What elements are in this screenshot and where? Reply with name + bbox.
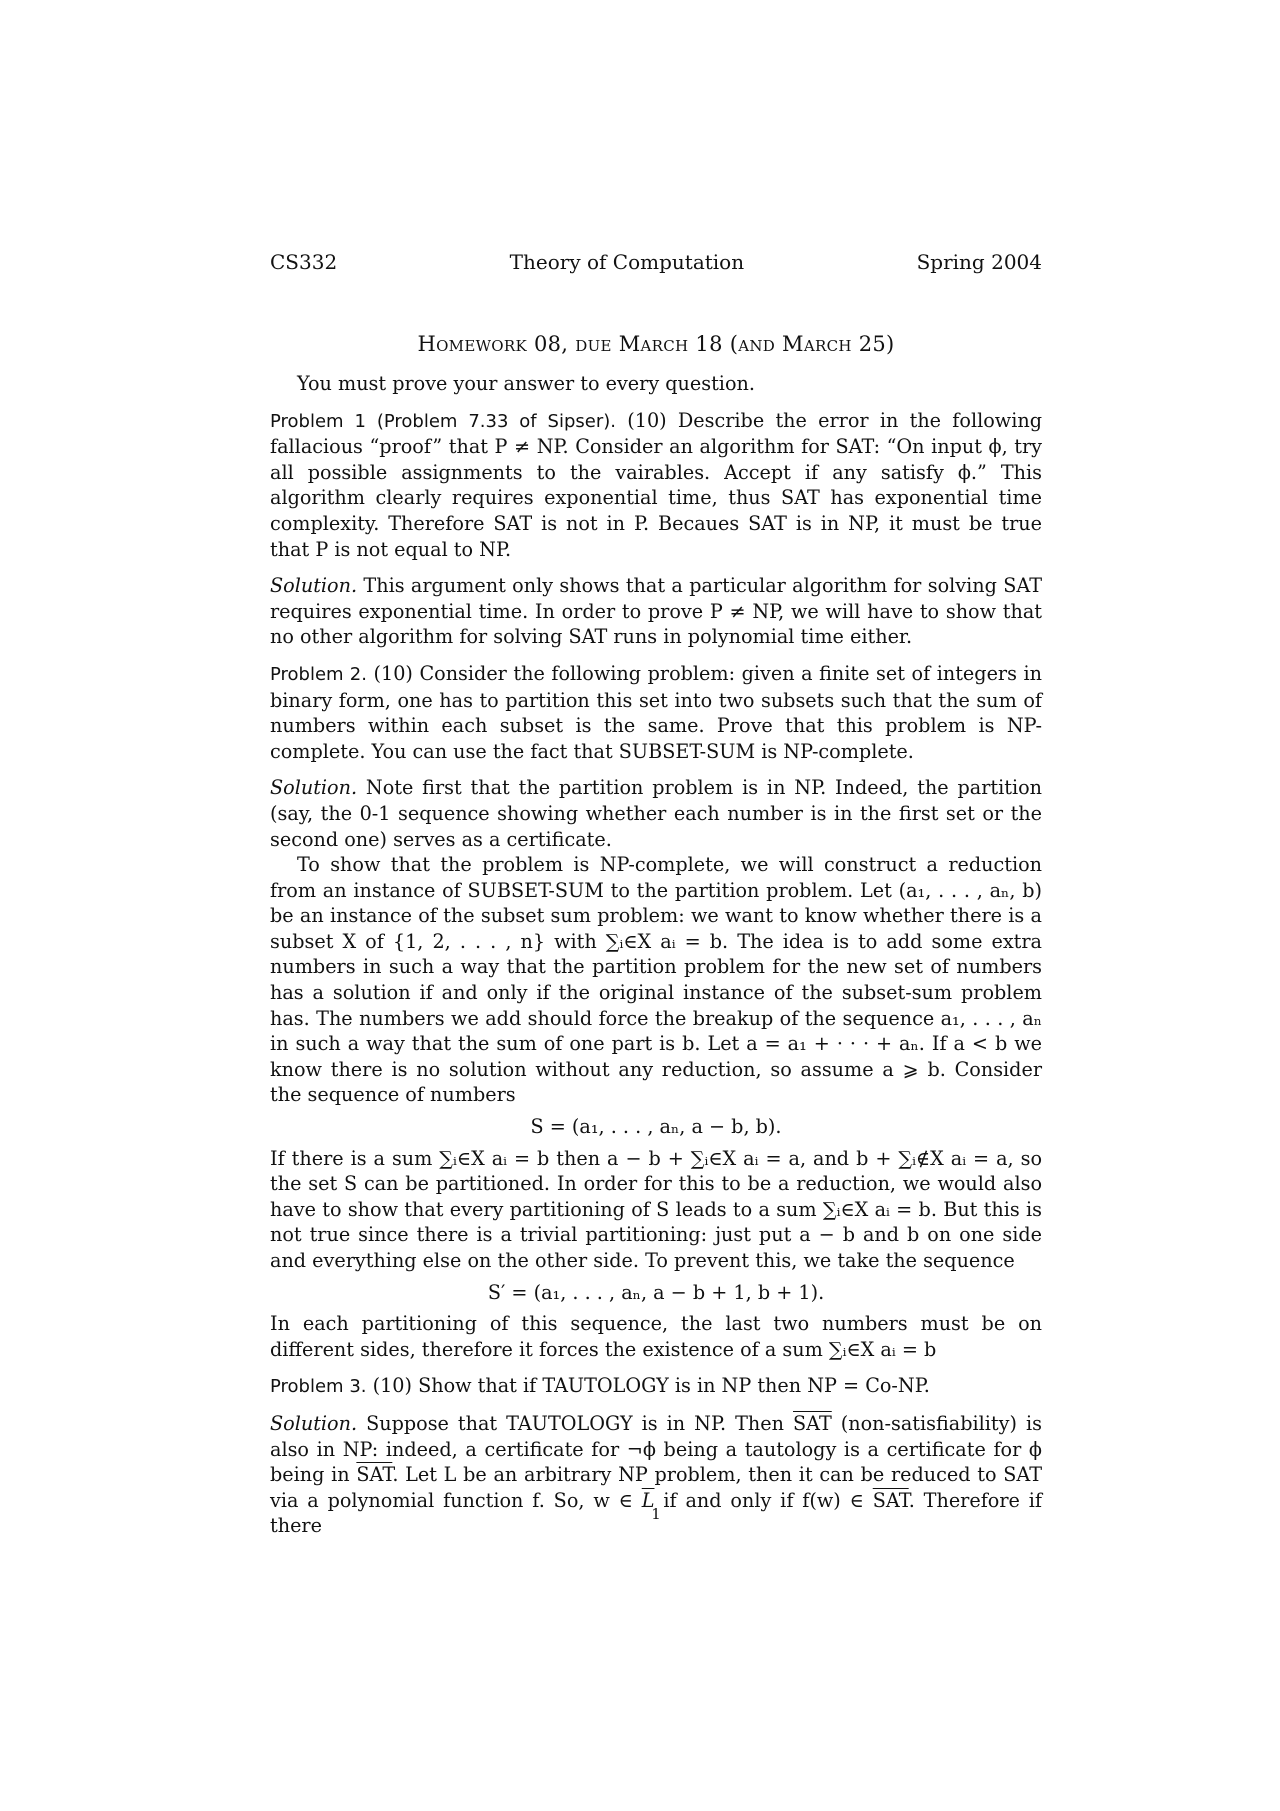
solution-3-label: Solution. [270, 1411, 358, 1435]
solution-2-text-1: Note first that the partition problem is in NP. Indeed, the partition (say, the 0-1 sequence showing whether each number is in the first set or the second one) serves as a certificate. [270, 776, 1042, 851]
intro-line: You must prove your answer to every question. [297, 372, 755, 395]
solution-2-para-4: In each partitioning of this sequence, the last two numbers must be on different sides, therefore it forces the existence of a sum ∑ᵢ∈X aᵢ = b [270, 1312, 1042, 1361]
solution-2-para-3: If there is a sum ∑ᵢ∈X aᵢ = b then a − b + ∑ᵢ∈X aᵢ = a, and b + ∑ᵢ∉X aᵢ = a, so the set S can be partitioned. In order for this to be a reduction, we would also have to show that every partitioning of S leads to a sum ∑ᵢ∈X aᵢ = b. But this is not true since there is a trivial partitioning: just put a − b and b on one side and everything else on the other side. To prevent this, we take the sequence [270, 1146, 1042, 1272]
problem-1 [270, 408, 1042, 563]
problem-1-text: (10) Describe the error in the following fallacious “proof” that P ≠ NP. Consider an algorithm for SAT: “On input ϕ, try all possible assignments to the vairables. Accept if any satisfy ϕ.” This algorithm clearly requires exponential time, thus SAT has exponential time complexity. Therefore SAT is not in P. Becaues SAT is in NP, it must be true that P is not equal to NP. [270, 408, 1042, 561]
solution-3-text-1: Suppose that TAUTOLOGY is in NP. Then [366, 1411, 784, 1435]
solution-1 [270, 573, 1042, 650]
course-code: CS332 [270, 250, 338, 274]
problem-1-label: Problem 1 (Problem 7.33 of Sipser). [270, 410, 616, 432]
sat-complement: $\overline{SAT}$ [872, 1488, 909, 1512]
solution-3-text-3: . Let L be an arbitrary NP problem, then it can be reduced to SAT via a polynomial function f. So, w ∈ [270, 1463, 1043, 1512]
sat-complement: $\overline{SAT}$ [356, 1463, 393, 1487]
solution-3-text-2: (non-satisfiability) is also in NP: indeed, a certificate for ¬ϕ being a tautology is a certificate for ϕ being in [270, 1411, 1042, 1487]
solution-2-para-1 [270, 775, 1042, 852]
problem-3-text: (10) Show that if TAUTOLOGY is in NP then NP = Co-NP. [372, 1374, 930, 1398]
course-title: Theory of Computation [509, 250, 745, 274]
equation-s: S = (a₁, . . . , aₙ, a − b, b). [530, 1115, 782, 1139]
equation-s-prime: S′ = (a₁, . . . , aₙ, a − b + 1, b + 1). [487, 1280, 825, 1304]
solution-2-label: Solution. [270, 776, 358, 800]
page-header [270, 250, 1042, 274]
solution-2-para-2: To show that the problem is NP-complete, we will construct a reduction from an instance of SUBSET-SUM to the partition problem. Let (a₁, . . . , aₙ, b) be an instance of the subset sum problem: we want to know whether there is a subset X of {1, 2, . . . , n} with ∑ᵢ∈X aᵢ = b. The idea is to add some extra numbers in such a way that the partition problem for the new set of numbers has a solution if and only if the original instance of the subset-sum problem has. The numbers we add should force the breakup of the sequence a₁, . . . , aₙ in such a way that the sum of one part is b. Let a = a₁ + · · · + aₙ. If a < b we know there is no solution without any reduction, so assume a ⩾ b. Consider the sequence of numbers [270, 853, 1042, 1107]
problem-2-label: Problem 2. [270, 663, 367, 685]
problem-3-label: Problem 3. [270, 1376, 367, 1398]
problem-3 [270, 1373, 1042, 1400]
document-body [270, 371, 1042, 1550]
term: Spring 2004 [916, 250, 1042, 274]
solution-1-text: This argument only shows that a particular algorithm for solving SAT requires exponential time. In order to prove P ≠ NP, we will have to show that no other algorithm for solving SAT runs in polynomial time either. [270, 574, 1042, 649]
l-complement: $\overline{L}$ [641, 1488, 655, 1512]
problem-2 [270, 661, 1042, 764]
solution-3-text-4: if and only if f(w) ∈ [663, 1488, 864, 1512]
problem-2-text: (10) Consider the following problem: given a finite set of integers in binary form, one has to partition this set into two subsets such that the sum of numbers within each subset is the same. Prove that this problem is NP-complete. You can use the fact that SUBSET-SUM is NP-complete. [270, 661, 1042, 763]
solution-1-label: Solution. [270, 574, 358, 598]
page-number: 1 [651, 1505, 661, 1523]
homework-title: Homework 08, due March 18 (and March 25) [417, 332, 895, 356]
solution-3-text-5: . Therefore if there [270, 1488, 1042, 1538]
sat-complement: $\overline{SAT}$ [793, 1411, 832, 1435]
